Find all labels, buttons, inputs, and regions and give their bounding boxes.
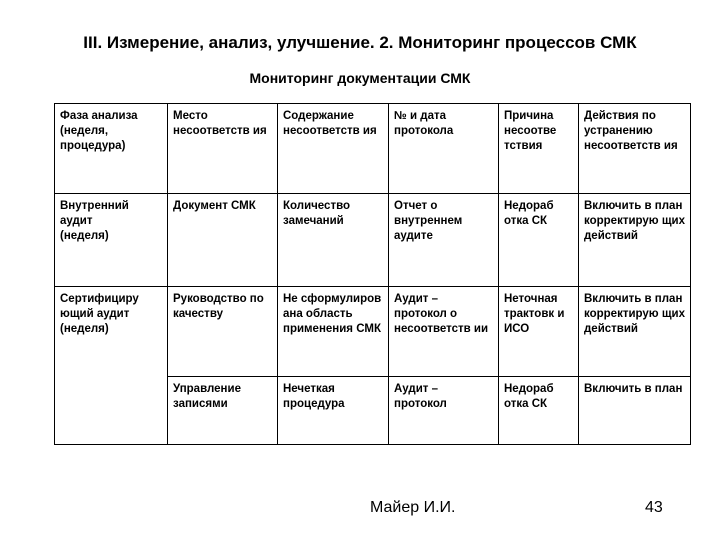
cell-text: Включить в план <box>584 383 683 395</box>
cell-text: Неточная трактовк и ИСО <box>504 293 565 335</box>
header-label: Содержание несоответств ия <box>283 110 377 137</box>
footer-author: Майер И.И. <box>370 499 456 516</box>
header-cell-phase <box>55 104 168 194</box>
cell-cause <box>499 194 579 287</box>
header-cell-action <box>579 104 691 194</box>
cell-action <box>579 287 691 377</box>
header-cell-protocol <box>389 104 499 194</box>
cell-text: Внутренний аудит (неделя) <box>60 200 129 242</box>
cell-action <box>579 377 691 445</box>
cell-cause <box>499 377 579 445</box>
cell-cause <box>499 287 579 377</box>
cell-text: Аудит – протокол о несоответств ии <box>394 293 489 335</box>
cell-content <box>278 194 389 287</box>
cell-content <box>278 377 389 445</box>
cell-text: Недораб отка СК <box>504 383 554 410</box>
cell-action <box>579 194 691 287</box>
monitoring-table <box>54 103 691 445</box>
slide-title: III. Измерение, анализ, улучшение. 2. Мониторинг процессов СМК <box>83 33 637 52</box>
header-cell-content <box>278 104 389 194</box>
header-label: № и дата протокола <box>394 110 454 137</box>
table-header-row <box>55 104 691 194</box>
cell-text: Не сформулиров ана область применения СМК <box>283 293 382 335</box>
header-cell-place <box>168 104 278 194</box>
cell-text: Аудит – протокол <box>394 383 447 410</box>
cell-text: Управление записями <box>173 383 241 410</box>
cell-text: Сертифициру ющий аудит (неделя) <box>60 293 139 335</box>
cell-text: Количество замечаний <box>283 200 351 227</box>
cell-text: Включить в план корректирую щих действий <box>584 293 685 335</box>
cell-place <box>168 377 278 445</box>
page-number: 43 <box>645 499 663 516</box>
cell-text: Руководство по качеству <box>173 293 264 320</box>
cell-place <box>168 287 278 377</box>
cell-phase <box>55 194 168 287</box>
cell-text: Недораб отка СК <box>504 200 554 227</box>
cell-phase <box>55 287 168 445</box>
cell-protocol <box>389 287 499 377</box>
table-row <box>55 287 691 377</box>
header-label: Действия по устранению несоответств ия <box>584 110 678 152</box>
slide-subtitle: Мониторинг документации СМК <box>249 70 471 86</box>
cell-content <box>278 287 389 377</box>
header-label: Причина несоотве тствия <box>504 110 557 152</box>
cell-protocol <box>389 194 499 287</box>
header-cell-cause <box>499 104 579 194</box>
cell-text: Включить в план корректирую щих действий <box>584 200 685 242</box>
cell-text: Отчет о внутреннем аудите <box>394 200 463 242</box>
cell-text: Нечеткая процедура <box>283 383 345 410</box>
table-row <box>55 194 691 287</box>
cell-text: Документ СМК <box>173 200 256 212</box>
cell-place <box>168 194 278 287</box>
header-label: Место несоответств ия <box>173 110 267 137</box>
header-label: Фаза анализа (неделя, процедура) <box>60 110 138 152</box>
cell-protocol <box>389 377 499 445</box>
